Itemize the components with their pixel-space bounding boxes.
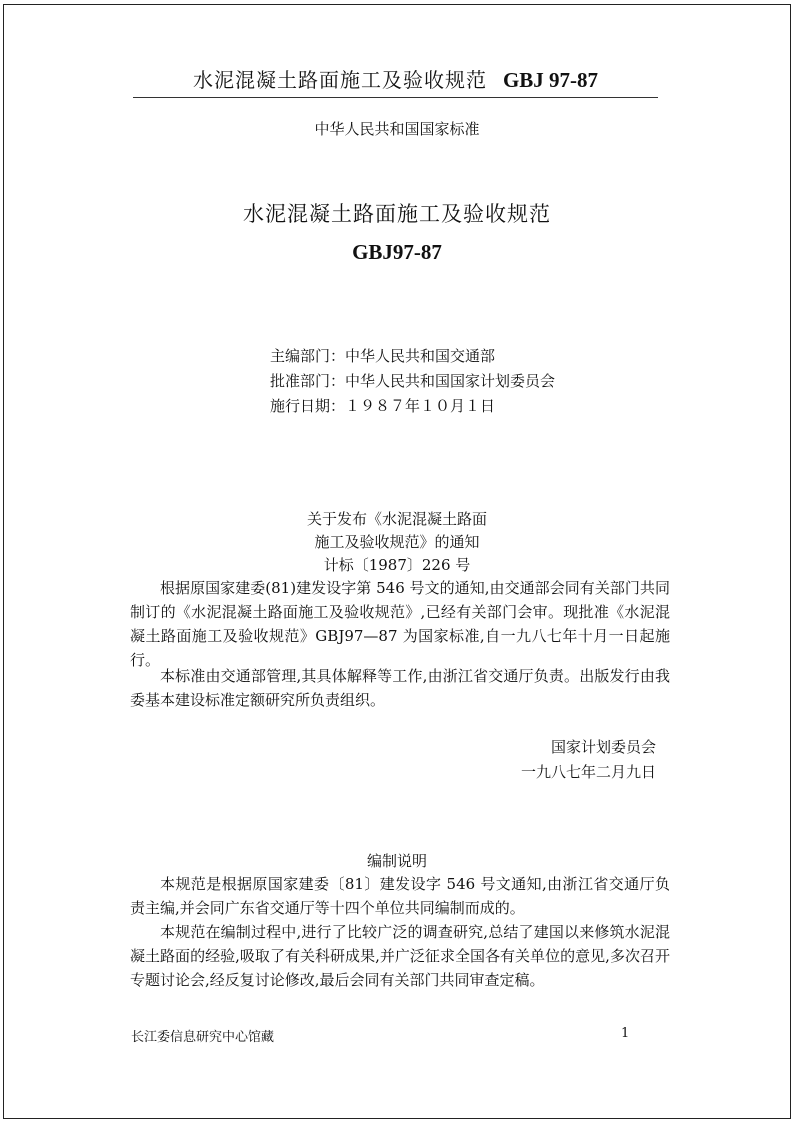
notice-title-line1: 关于发布《水泥混凝土路面 xyxy=(306,510,487,528)
page-number: 1 xyxy=(621,1026,630,1041)
signer: 国家计划委员会 xyxy=(550,738,656,756)
notice-paragraph-2: 本标准由交通部管理,其具体解释等工作,由浙江省交通厅负责。出版发行由我委基本建设标准定额研究所负责组织。 xyxy=(130,667,670,709)
page-title: 水泥混凝土路面施工及验收规范 xyxy=(243,202,551,226)
header-code: GBJ 97-87 xyxy=(502,68,599,92)
header-title: 水泥混凝土路面施工及验收规范 xyxy=(192,68,487,92)
meta-block xyxy=(270,344,555,419)
sign-date: 一九八七年二月九日 xyxy=(520,763,656,781)
effective-date-line: 施行日期：１９８７年１０月１日 xyxy=(270,397,496,415)
library-stamp: 长江委信息研究中心馆藏 xyxy=(131,1030,275,1045)
notice-title-line2: 施工及验收规范》的通知 xyxy=(314,533,480,551)
approver-line: 批准部门：中华人民共和国国家计划委员会 xyxy=(270,372,556,390)
notice-doc-number: 计标〔1987〕226 号 xyxy=(323,556,471,574)
standard-code: GBJ97-87 xyxy=(352,240,442,264)
notice-paragraph-1: 根据原国家建委(81)建发设字第 546 号文的通知,由交通部会同有关部门共同制订的《水泥混凝土路面施工及验收规范》,已经有关部门会审。现批准《水泥混凝土路面施工及验收规范》GBJ97—87 为国家标准,自一九八七年十月一日起施行。 xyxy=(130,579,670,669)
explanation-title: 编制说明 xyxy=(366,852,427,870)
editor-line: 主编部门：中华人民共和国交通部 xyxy=(270,347,496,365)
explanation-paragraph-2: 本规范在编制过程中,进行了比较广泛的调查研究,总结了建国以来修筑水泥混凝土路面的经验,吸取了有关科研成果,并广泛征求全国各有关单位的意见,多次召开专题讨论会,经反复讨论修改,最后会同有关部门共同审查定稿。 xyxy=(130,923,670,989)
running-header xyxy=(133,64,658,98)
explanation-paragraph-1: 本规范是根据原国家建委〔81〕建发设字 546 号文通知,由浙江省交通厅负责主编,并会同广东省交通厅等十四个单位共同编制而成的。 xyxy=(130,875,670,917)
standard-line: 中华人民共和国国家标准 xyxy=(314,120,480,138)
